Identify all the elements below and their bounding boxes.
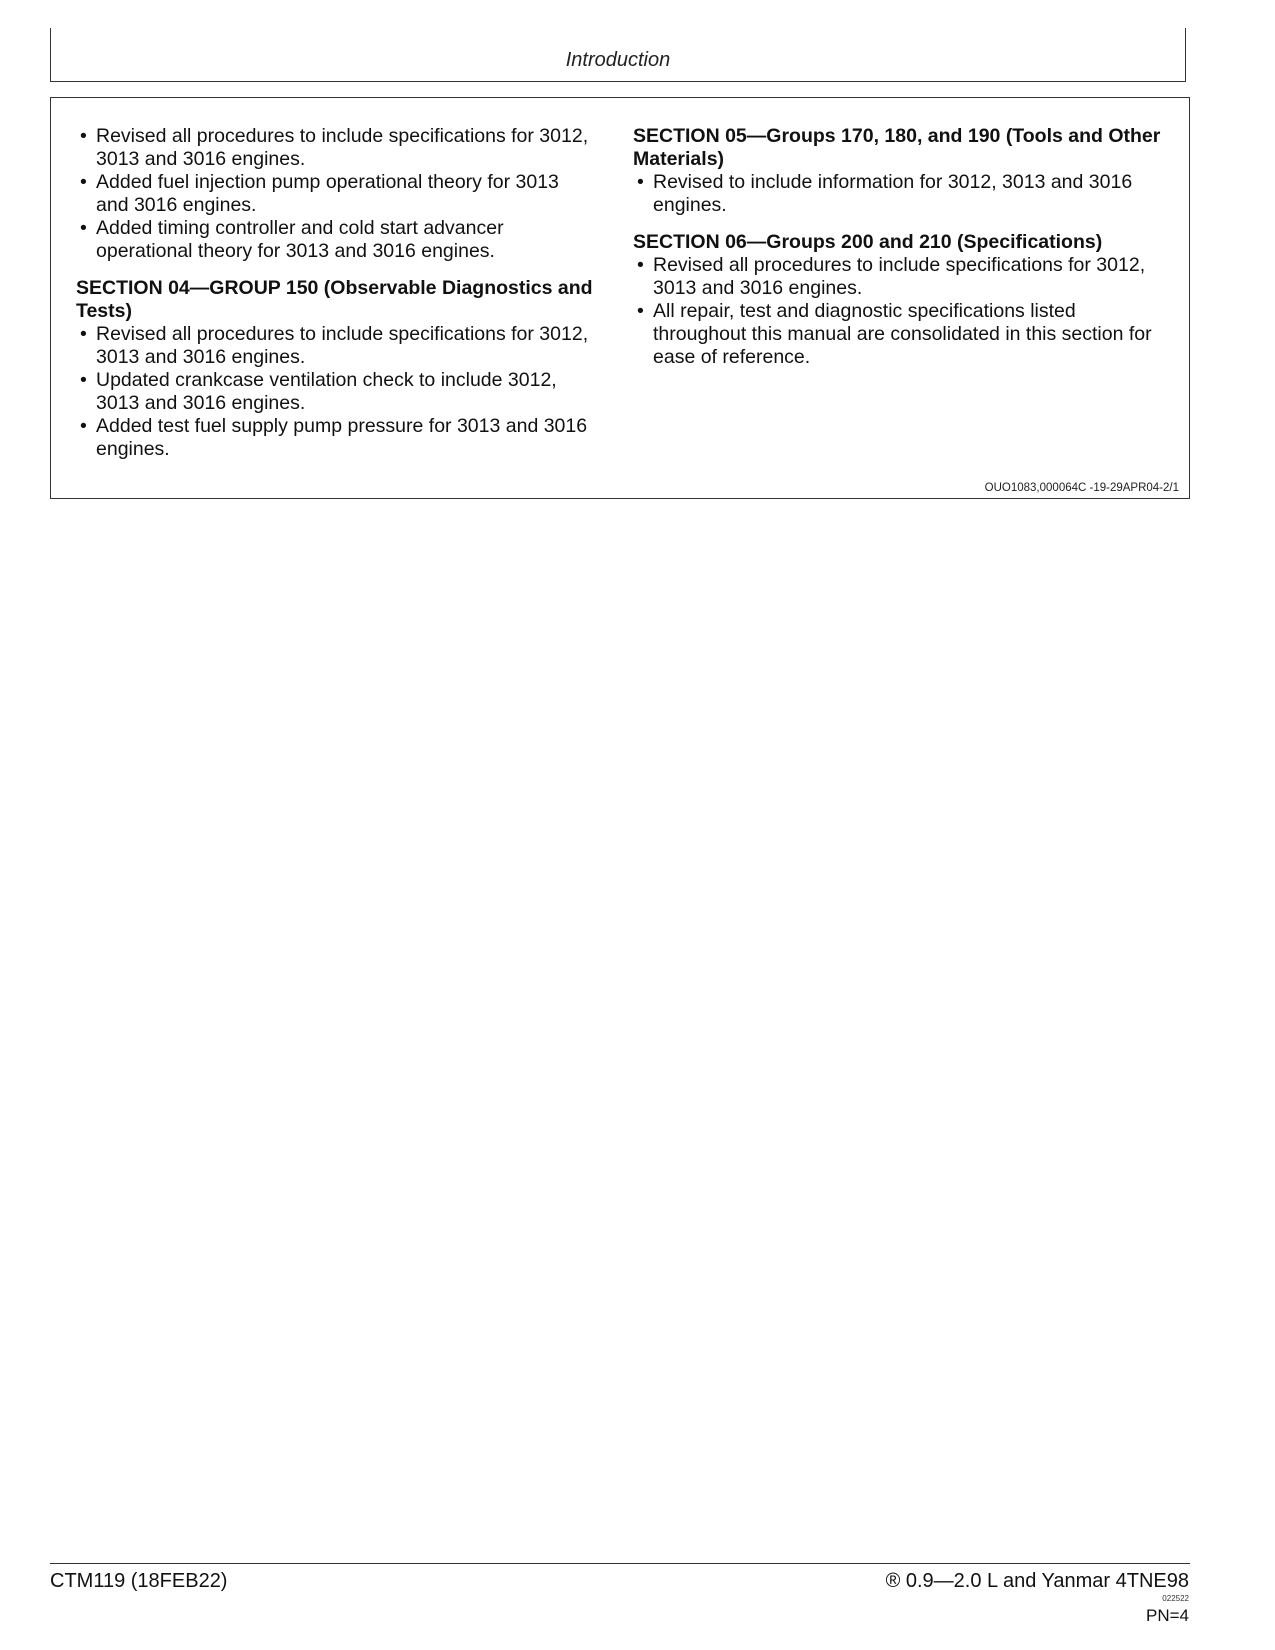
section-05-list: [633, 171, 1168, 217]
intro-list: [76, 125, 594, 263]
footer-divider: [50, 1563, 1190, 1564]
footer-small-code: 022522: [1162, 1594, 1189, 1603]
section-06-list: [633, 254, 1168, 369]
section-04-list: [76, 323, 594, 461]
list-item: • Revised all procedures to include specifications for 3012, 3013 and 3016 engines.: [76, 125, 594, 171]
left-column: [76, 125, 594, 461]
list-item: • All repair, test and diagnostic specifications listed throughout this manual are consolidated in this section for ease of reference.: [633, 300, 1168, 369]
content-box: [50, 97, 1190, 499]
page-header: [50, 28, 1186, 82]
section-05-heading: SECTION 05—Groups 170, 180, and 190 (Tools and Other Materials): [633, 125, 1161, 170]
page-number: PN=4: [1146, 1606, 1189, 1625]
footer-manual-id: CTM119 (18FEB22): [50, 1570, 228, 1592]
right-column: [633, 125, 1168, 369]
list-item: • Added fuel injection pump operational theory for 3013 and 3016 engines.: [76, 171, 594, 217]
list-item: • Added test fuel supply pump pressure for 3013 and 3016 engines.: [76, 415, 594, 461]
list-item: • Revised all procedures to include specifications for 3012, 3013 and 3016 engines.: [76, 323, 594, 369]
list-item: • Revised all procedures to include specifications for 3012, 3013 and 3016 engines.: [633, 254, 1168, 300]
header-title: Introduction: [565, 49, 671, 71]
section-04-heading: SECTION 04—GROUP 150 (Observable Diagnostics and Tests): [76, 277, 593, 322]
reference-code: OUO1083,000064C -19-29APR04-2/1: [984, 482, 1179, 494]
list-item: • Added timing controller and cold start advancer operational theory for 3013 and 3016 engines.: [76, 217, 594, 263]
list-item: • Revised to include information for 3012, 3013 and 3016 engines.: [633, 171, 1168, 217]
footer-manual-title: ® 0.9—2.0 L and Yanmar 4TNE98: [885, 1570, 1189, 1592]
list-item: • Updated crankcase ventilation check to include 3012, 3013 and 3016 engines.: [76, 369, 594, 415]
section-06-heading: SECTION 06—Groups 200 and 210 (Specifications): [633, 231, 1103, 253]
